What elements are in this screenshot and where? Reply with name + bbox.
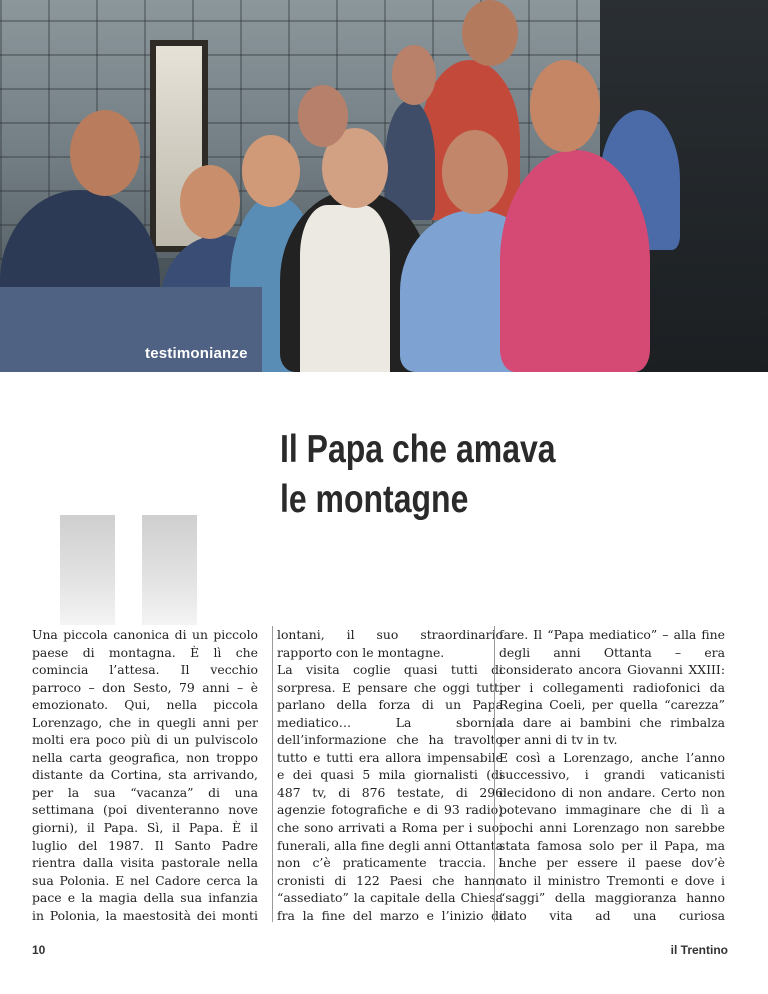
- face: [392, 45, 436, 105]
- face: [462, 0, 518, 66]
- cover-photo: [0, 0, 768, 372]
- face: [70, 110, 140, 196]
- text-column-2: [272, 626, 503, 922]
- face: [530, 60, 600, 152]
- face: [242, 135, 300, 207]
- face: [298, 85, 348, 147]
- face: [180, 165, 240, 239]
- text-column-3: [494, 626, 725, 922]
- quote-mark-icon: [60, 515, 115, 625]
- paragraph: La visita coglie quasi tutti di sorpresa. E pensare che oggi tutti parlano della forza di un Papa mediatico… La sbornia dell’informazione che ha travolto tutto e tutti era allora impensabile e dei quasi 5 mila giornalisti (di 487 tv, di 876 testate, di 296 agenzie fotografiche e di 93 radio) che sono arrivati a Roma per i suoi funerali, alla fine degli anni Ottanta non c’è praticamente traccia. I cronisti di 122 Paesi che hanno “assediato” la capitale della Chiesa fra la fine del marzo e l’inizio di: [277, 662, 503, 922]
- section-label: testimonianze: [145, 345, 248, 362]
- page-number: 10: [32, 943, 46, 957]
- paragraph: lontani, il suo straordinario rapporto con le montagne.: [277, 627, 503, 660]
- article-title-line-1: Il Papa che amava: [280, 428, 556, 471]
- article-title: [280, 425, 641, 525]
- magazine-name: il Trentino: [670, 943, 728, 957]
- paragraph: Una piccola canonica di un piccolo paese di montagna. È lì che comincia l’attesa. Il vecchio parroco – don Sesto, 79 anni – è emozionato. Qui, nella piccola Lorenzago, che in quegli anni per molti era poco più di un pulviscolo nella carta geografica, non troppo distante da Cortina, sta arrivando, per la sua “vacanza” di una settimana (poi diventeranno nove giorni), il Papa. Sì, il Papa. È il luglio del 1987. Il Santo Padre rientra dalla visita pastorale nella sua Polonia. E nel Cadore cerca la pace e la magia della sua infanzia in Polonia, la maestosità dei monti: [32, 627, 258, 922]
- paragraph: E così a Lorenzago, anche l’anno successivo, i grandi vaticanisti decidono di non andare. Certo non potevano immaginare che di lì a pochi anni Lorenzago non sarebbe stata famosa solo per il Papa, ma anche per essere il paese dov’è nato il ministro Tremonti e dove i “saggi” della maggioranza hanno dato vita ad una curiosa: [499, 749, 725, 922]
- article-title-line-2: le montagne: [280, 478, 469, 521]
- person: [500, 150, 650, 372]
- quote-mark-icon: [142, 515, 197, 625]
- paragraph: fare. Il “Papa mediatico” – alla fine degli anni Ottanta – era considerato ancora Giovanni XXIII: per i collegamenti radiofonici da Regina Coeli, per quella “carezza” da dare ai bambini che rimbalza per anni di tv in tv.: [499, 627, 725, 748]
- text-column-1: [32, 626, 258, 922]
- person: [300, 205, 390, 372]
- face: [442, 130, 508, 214]
